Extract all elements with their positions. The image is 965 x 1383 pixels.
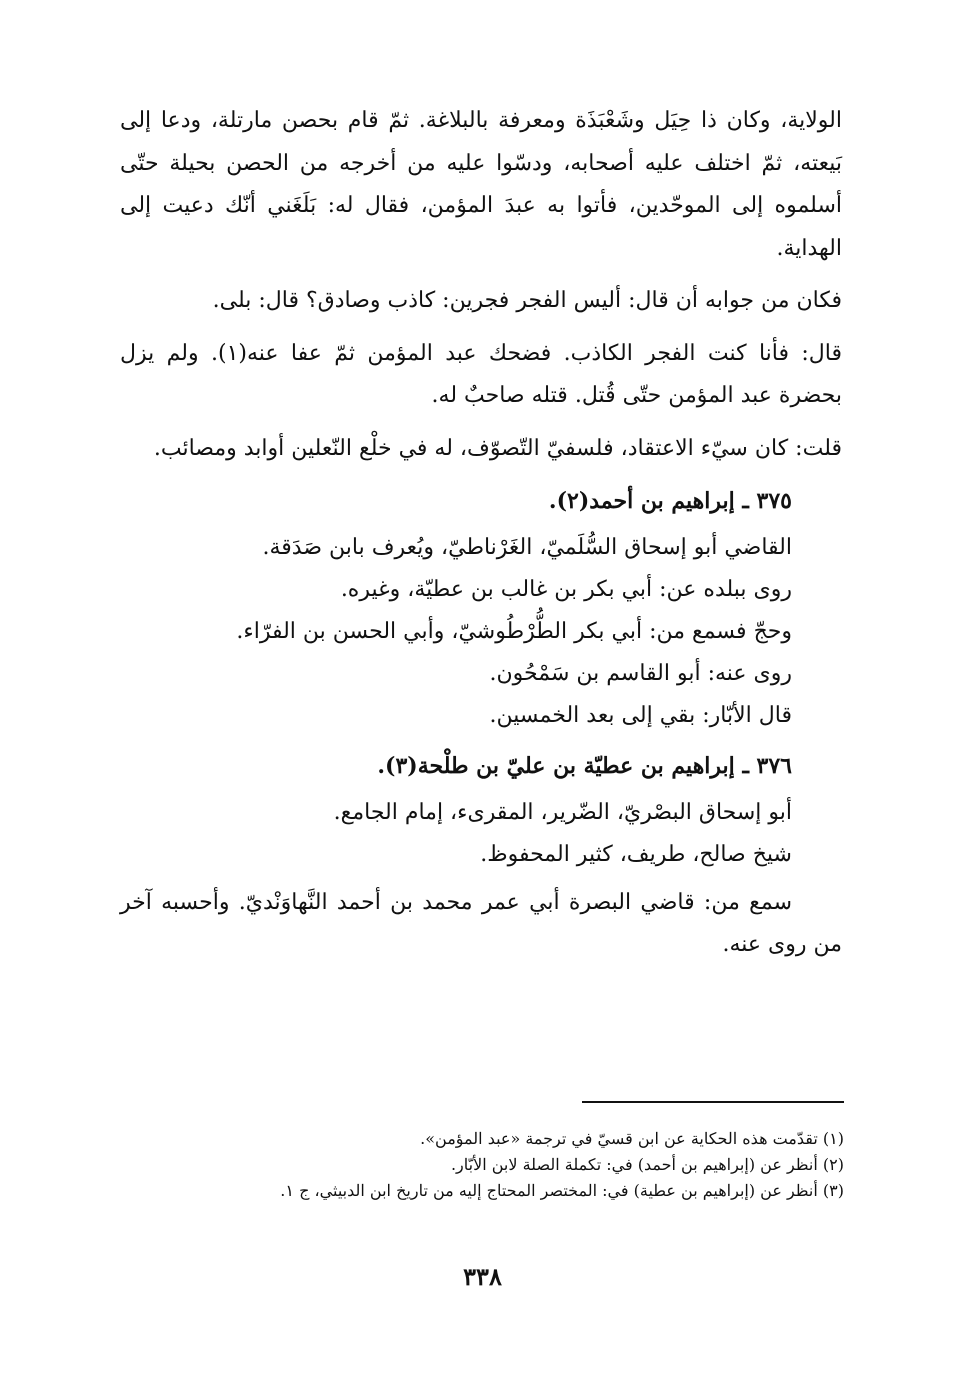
entry-375-line-2: روى ببلده عن: أبي بكر بن غالب بن عطيّة، وغيره. xyxy=(340,577,792,602)
paragraph-3: قال: فأنا كنت الفجر الكاذب. فضحك عبد المؤمن ثمّ عفا عنه(١). ولم يزل بحضرة عبد المؤمن حتّى قُتل. قتله صاحبٌ له. xyxy=(120,340,842,408)
footnote-2: (٢) أنظر عن (إبراهيم بن أحمد) في: تكملة الصلة لابن الأبّار. xyxy=(450,1155,844,1174)
entry-376-heading: ٣٧٦ ـ إبراهيم بن عطيّة بن عليّ بن طلْحة(٣). xyxy=(377,753,792,779)
footnote-1: (١) تقدّمت هذه الحكاية عن ابن قسيّ في ترجمة «عبد المؤمن». xyxy=(420,1129,844,1148)
entry-376-line-1: أبو إسحاق البصْريّ، الضّرير، المقرىء، إمام الجامع. xyxy=(333,800,792,825)
paragraph-4: قلت: كان سيّء الاعتقاد، فلسفيّ التّصوّف، له في خلْع النّعلين أوابد ومصائب. xyxy=(153,435,842,461)
entry-376-paragraph: سمع من: قاضي البصرة أبي عمر محمد بن أحمد النَّهاوَنْديّ. وأحسبه آخر من روى عنه. xyxy=(120,890,842,957)
main-text xyxy=(120,100,842,970)
footnotes xyxy=(150,1126,844,1204)
paragraph-1: الولاية، وكان ذا حِيَل وشَعْبَذَة ومعرفة بالبلاغة. ثمّ قام بحصن مارتلة، ودعا إلى بَيعته، ثمّ اختلف عليه أصحابه، ودسّوا عليه من أخرجه من الحصن بحيلة حتّى أسلموه إلى الموحّدين، فأتوا به عبدَ المؤمن، فقال له: بَلَغَني أنّك دعيت إلى الهداية. xyxy=(120,108,842,261)
entry-375-heading: ٣٧٥ ـ إبراهيم بن أحمد(٢). xyxy=(548,488,792,514)
entry-375-line-5: قال الأبّار: بقي إلى بعد الخمسين. xyxy=(489,703,792,728)
entry-375-line-4: روى عنه: أبو القاسم بن سَمْحُون. xyxy=(489,661,792,686)
entry-375-line-1: القاضي أبو إسحاق السُّلَميّ، الغَرْناطيّ، ويُعرف بابن صَدَقة. xyxy=(262,535,792,560)
entry-375-line-3: وحجّ فسمع من: أبي بكر الطُّرْطُوشيّ، وأبي الحسن بن الفرّاء. xyxy=(236,619,792,644)
entry-376-line-2: شيخ صالح، طريف، كثير المحفوظ. xyxy=(480,842,792,867)
footnote-divider xyxy=(582,1101,844,1103)
paragraph-2: فكان من جوابه أن قال: أليس الفجر فجرين: كاذب وصادق؟ قال: بلى. xyxy=(212,288,842,313)
footnote-3: (٣) أنظر عن (إبراهيم بن عطية) في: المختصر المحتاج إليه من تاريخ ابن الدبيثي، ج ١. xyxy=(280,1181,844,1200)
page-number: ٣٣٨ xyxy=(463,1262,502,1291)
